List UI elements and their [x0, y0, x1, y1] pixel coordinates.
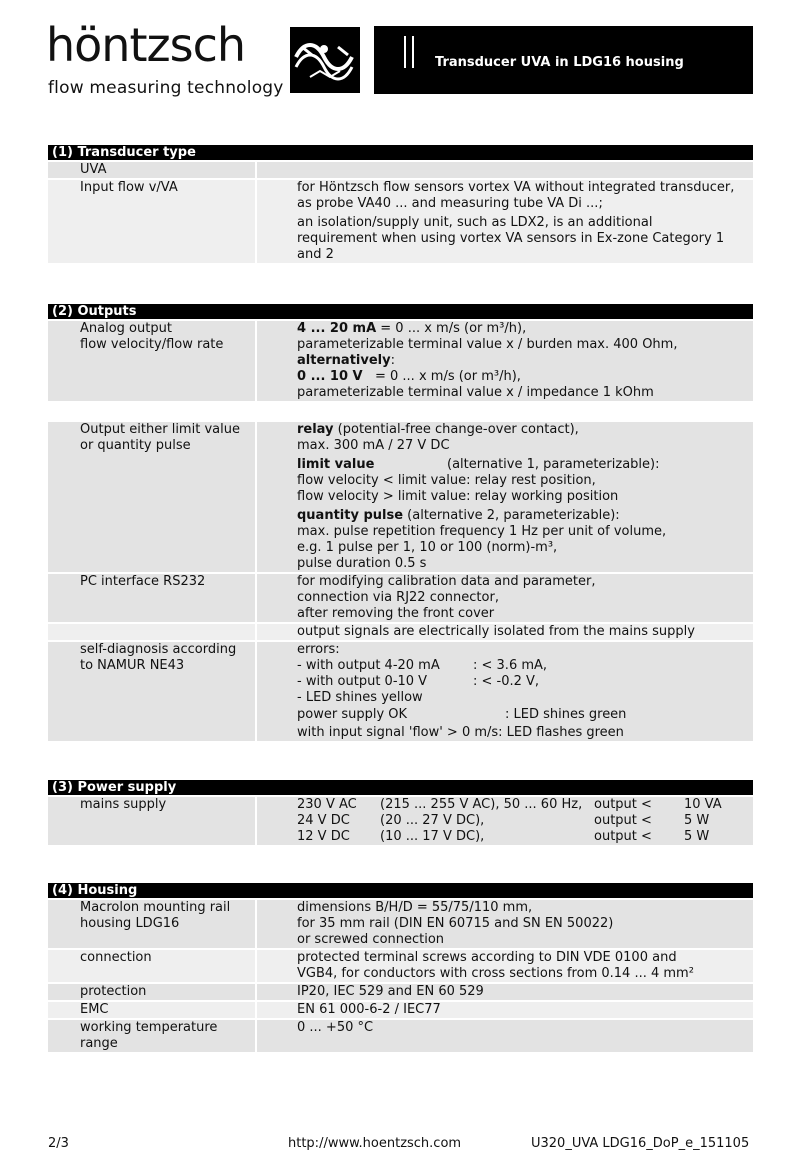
bold-term: 4 ... 20 mA: [297, 321, 377, 336]
bold-term: 0 ... 10 V: [297, 369, 363, 384]
text-line: max. pulse repetition frequency 1 Hz per unit of volume,: [297, 524, 667, 539]
text-line: flow velocity < limit value: relay rest position,: [297, 473, 596, 488]
brand-emblem-icon: [290, 27, 360, 93]
voltage: 24 V DC: [297, 813, 350, 828]
power-supply-line: [297, 797, 747, 813]
text-line: [297, 369, 747, 385]
text-line: connection via RJ22 connector,: [297, 590, 499, 605]
text-line: [297, 674, 747, 690]
text-span: power supply OK: [297, 707, 408, 722]
table-row: [48, 950, 753, 982]
row-value: EN 61 000-6-2 / IEC77: [257, 1002, 753, 1018]
text-line: Output either limit value: [80, 422, 240, 437]
bold-term: limit value: [297, 457, 375, 472]
power-supply-line: [297, 829, 747, 845]
table-row: [48, 162, 753, 178]
text-line: housing LDG16: [80, 916, 180, 931]
text-line: an isolation/supply unit, such as LDX2, is an additional: [297, 215, 653, 230]
text-line: parameterizable terminal value x / burden max. 400 Ohm,: [297, 337, 678, 352]
section-heading: (2) Outputs: [48, 304, 753, 319]
text-line: dimensions B/H/D = 55/75/110 mm,: [297, 900, 533, 915]
row-value: [257, 321, 753, 401]
row-value: [257, 642, 753, 741]
section-housing: [48, 883, 753, 1052]
text-line: working temperature: [80, 1020, 218, 1035]
section-heading: (3) Power supply: [48, 780, 753, 795]
row-label: [48, 321, 255, 401]
row-value: [257, 797, 753, 845]
row-label: [48, 1020, 255, 1052]
text-line: - LED shines yellow: [297, 690, 423, 705]
output-label: output <: [594, 829, 652, 844]
row-value: [257, 900, 753, 948]
brand-logo-text: höntzsch: [46, 18, 246, 72]
text-line: requirement when using vortex VA sensors in Ex-zone Category 1: [297, 231, 725, 246]
text-span: = 0 ... x m/s (or m³/h),: [376, 321, 527, 336]
row-label: connection: [48, 950, 255, 982]
text-line: for Höntzsch flow sensors vortex VA without integrated transducer,: [297, 180, 735, 195]
voltage-range: (20 ... 27 V DC),: [380, 813, 485, 828]
text-line: e.g. 1 pulse per 1, 10 or 100 (norm)-m³,: [297, 540, 558, 555]
divider-line: [404, 36, 406, 68]
text-span: - with output 0-10 V: [297, 674, 428, 689]
row-label: [48, 422, 255, 572]
row-value: [257, 180, 753, 263]
output-label: output <: [594, 813, 652, 828]
text-line: pulse duration 0.5 s: [297, 556, 427, 571]
bold-term: relay: [297, 422, 334, 437]
row-value: 0 ... +50 °C: [257, 1020, 753, 1052]
text-span: = 0 ... x m/s (or m³/h),: [362, 369, 521, 384]
header-title-bar: [374, 26, 753, 94]
row-label: Input flow v/VA: [48, 180, 255, 263]
text-line: as probe VA40 ... and measuring tube VA Di ...;: [297, 196, 603, 211]
text-span: :: [390, 353, 395, 368]
row-label: [48, 642, 255, 741]
row-label: protection: [48, 984, 255, 1000]
output-label: output <: [594, 797, 652, 812]
text-line: [297, 353, 747, 369]
row-label: PC interface RS232: [48, 574, 255, 622]
table-row: [48, 624, 753, 640]
text-line: max. 300 mA / 27 V DC: [297, 438, 450, 453]
text-line: or quantity pulse: [80, 438, 191, 453]
section-heading: (1) Transducer type: [48, 145, 753, 160]
text-span: (alternative 1, parameterizable):: [447, 457, 660, 472]
text-line: after removing the front cover: [297, 606, 495, 621]
section-power-supply: [48, 780, 753, 845]
table-row: [48, 984, 753, 1000]
text-line: for modifying calibration data and parameter,: [297, 574, 596, 589]
table-row: [48, 642, 753, 741]
text-span: : < 3.6 mA,: [473, 658, 548, 673]
text-line: [297, 658, 747, 674]
output-power: 5 W: [684, 829, 710, 844]
section-heading: (4) Housing: [48, 883, 753, 898]
section-outputs: [48, 304, 753, 741]
row-value: [257, 422, 753, 572]
text-line: Analog output: [80, 321, 172, 336]
text-span: : LED shines green: [505, 707, 627, 722]
table-row: [48, 422, 753, 572]
text-line: flow velocity/flow rate: [80, 337, 224, 352]
table-row: [48, 180, 753, 263]
row-label: mains supply: [48, 797, 255, 845]
bold-term: alternatively: [297, 353, 391, 368]
text-line: flow velocity > limit value: relay working position: [297, 489, 619, 504]
brand-tagline: flow measuring technology: [48, 78, 284, 98]
voltage-range: (215 ... 255 V AC), 50 ... 60 Hz,: [380, 797, 583, 812]
text-span: (potential-free change-over contact),: [333, 422, 579, 437]
divider-line: [412, 36, 414, 68]
row-value: [257, 162, 753, 178]
table-row: [48, 574, 753, 622]
table-row: [48, 321, 753, 401]
row-label: [48, 900, 255, 948]
row-label: [48, 624, 255, 640]
text-line: [297, 422, 747, 438]
text-line: [297, 457, 747, 473]
text-line: protected terminal screws according to DIN VDE 0100 and: [297, 950, 677, 965]
text-span: : < -0.2 V,: [473, 674, 540, 689]
row-value: [257, 950, 753, 982]
row-label: EMC: [48, 1002, 255, 1018]
text-line: VGB4, for conductors with cross sections from 0.14 ... 4 mm²: [297, 966, 694, 981]
table-row: [48, 1002, 753, 1018]
text-line: self-diagnosis according: [80, 642, 237, 657]
page-number: 2/3: [48, 1136, 69, 1151]
text-line: Macrolon mounting rail: [80, 900, 231, 915]
bold-term: quantity pulse: [297, 508, 404, 523]
voltage-range: (10 ... 17 V DC),: [380, 829, 485, 844]
text-line: or screwed connection: [297, 932, 445, 947]
text-line: to NAMUR NE43: [80, 658, 185, 673]
text-line: range: [80, 1036, 118, 1051]
voltage: 230 V AC: [297, 797, 357, 812]
row-value: IP20, IEC 529 and EN 60 529: [257, 984, 753, 1000]
text-line: [297, 508, 747, 524]
document-id: U320_UVA LDG16_DoP_e_151105: [531, 1136, 750, 1151]
output-power: 10 VA: [684, 797, 722, 812]
text-span: (alternative 2, parameterizable):: [403, 508, 620, 523]
text-line: and 2: [297, 247, 334, 262]
table-row: [48, 797, 753, 845]
power-supply-line: [297, 813, 747, 829]
row-label: UVA: [48, 162, 255, 178]
website-link[interactable]: http://www.hoentzsch.com: [288, 1136, 462, 1151]
text-line: parameterizable terminal value x / impedance 1 kOhm: [297, 385, 654, 400]
table-row: [48, 1020, 753, 1052]
text-line: with input signal 'flow' > 0 m/s: LED flashes green: [297, 725, 624, 740]
text-line: [297, 707, 747, 723]
text-line: [297, 321, 747, 337]
text-span: - with output 4-20 mA: [297, 658, 440, 673]
text-line: for 35 mm rail (DIN EN 60715 and SN EN 50022): [297, 916, 614, 931]
row-value: output signals are electrically isolated from the mains supply: [257, 624, 753, 640]
output-power: 5 W: [684, 813, 710, 828]
document-title: Transducer UVA in LDG16 housing: [435, 55, 684, 70]
voltage: 12 V DC: [297, 829, 350, 844]
table-row: [48, 900, 753, 948]
text-line: errors:: [297, 642, 340, 657]
row-value: [257, 574, 753, 622]
section-transducer-type: [48, 145, 753, 263]
